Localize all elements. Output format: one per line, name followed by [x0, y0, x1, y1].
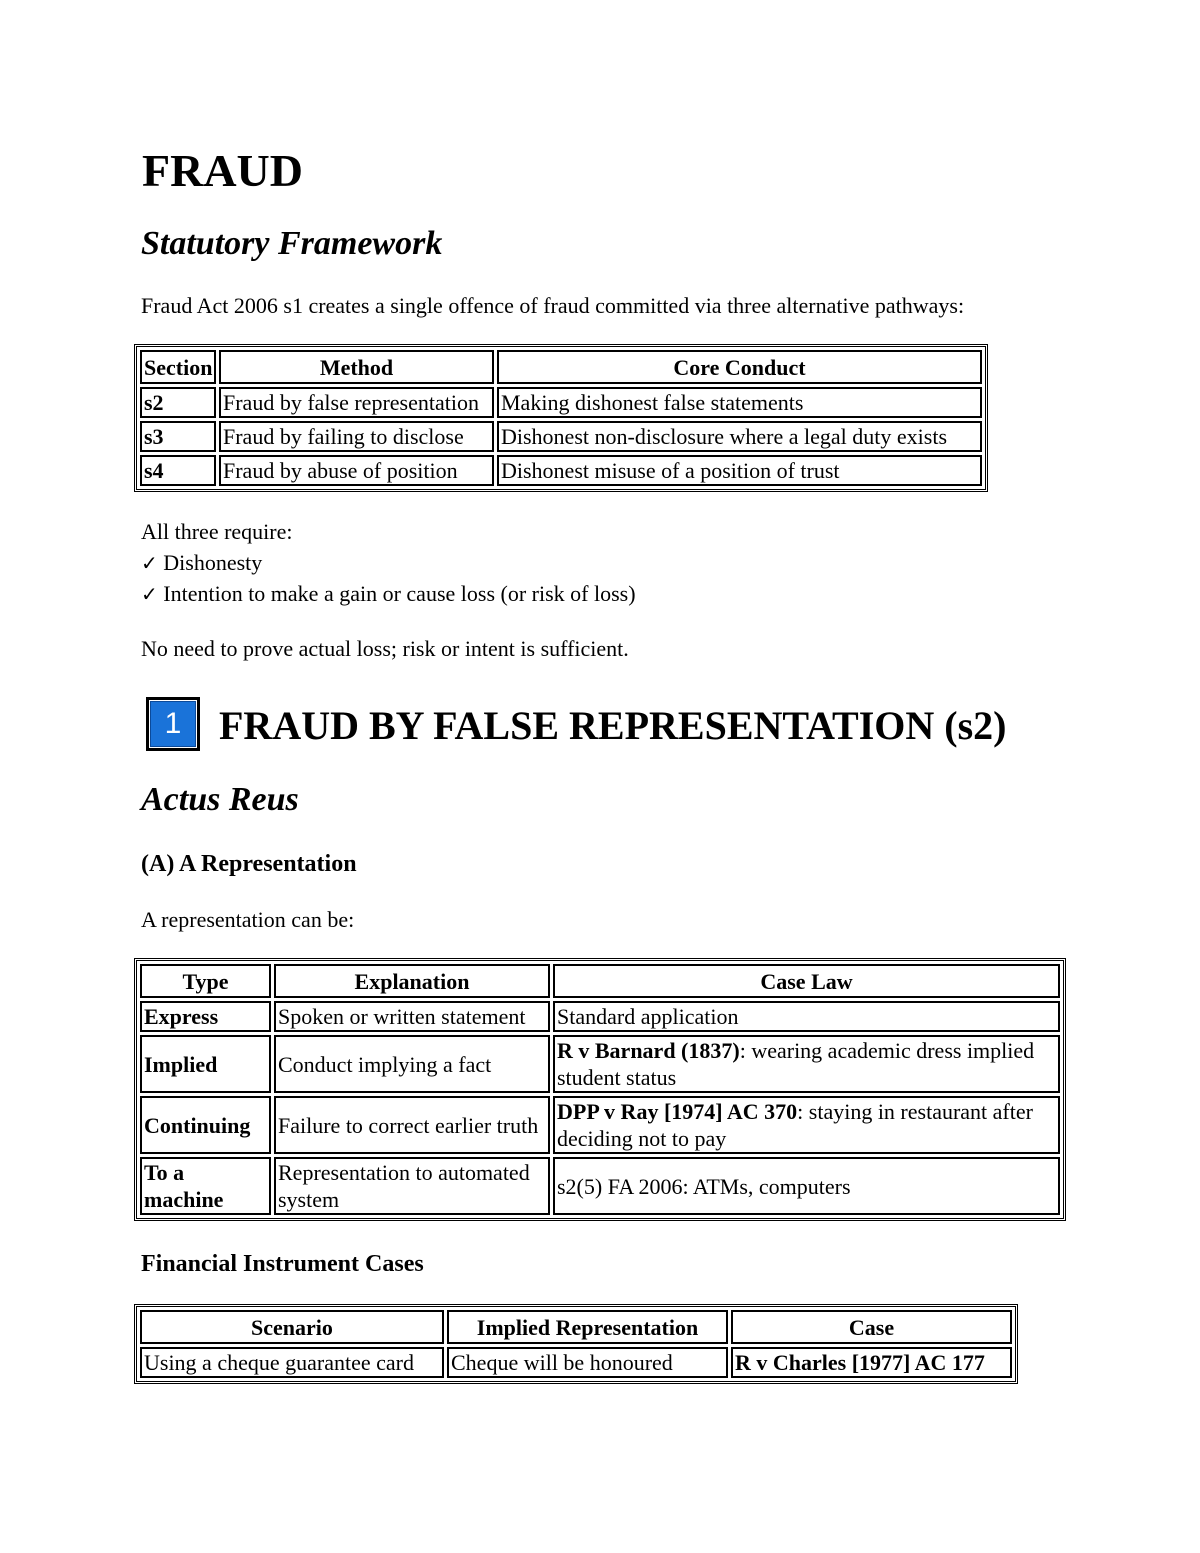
column-header: Implied Representation [447, 1310, 728, 1344]
explanation-cell: Spoken or written statement [274, 1001, 550, 1032]
sections-table [134, 344, 988, 492]
conduct-cell: Dishonest misuse of a position of trust [497, 455, 982, 486]
section-cell: s4 [140, 455, 216, 486]
table-row [140, 387, 982, 418]
requirement-text: Dishonesty [163, 550, 263, 575]
financial-instrument-table [134, 1304, 1018, 1384]
table-header-row [140, 1310, 1012, 1344]
requirement-item [141, 578, 636, 610]
case-note: : staying in restaurant after deciding not to pay [557, 1099, 1033, 1151]
method-cell: Fraud by failing to disclose [219, 421, 494, 452]
column-header: Scenario [140, 1310, 444, 1344]
column-header: Explanation [274, 964, 550, 998]
table-header-row [140, 964, 1060, 998]
table-row [140, 1096, 1060, 1154]
case-name: DPP v Ray [1974] AC 370 [557, 1099, 798, 1124]
document-title: FRAUD [142, 145, 303, 196]
scenario-cell: Using a cheque guarantee card [140, 1347, 444, 1378]
check-icon: ✓ [141, 582, 158, 606]
case-cell: R v Charles [1977] AC 177 [731, 1347, 1012, 1378]
number-one-icon [146, 697, 200, 751]
case-law-cell [553, 1157, 1060, 1215]
table-row [140, 455, 982, 486]
representation-table [134, 958, 1066, 1221]
conduct-cell: Dishonest non-disclosure where a legal duty exists [497, 421, 982, 452]
case-law-cell [553, 1001, 1060, 1032]
requirement-item [141, 547, 262, 579]
explanation-cell: Conduct implying a fact [274, 1035, 550, 1093]
type-cell: Express [140, 1001, 271, 1032]
financial-instrument-heading: Financial Instrument Cases [141, 1251, 424, 1277]
case-note: Standard application [557, 1004, 739, 1029]
representation-intro: A representation can be: [141, 907, 355, 932]
statutory-intro: Fraud Act 2006 s1 creates a single offence of fraud committed via three alternative pathways: [141, 293, 965, 318]
table-header-row [140, 350, 982, 384]
case-law-cell [553, 1096, 1060, 1154]
table-row [140, 1001, 1060, 1032]
requirement-text: Intention to make a gain or cause loss (or risk of loss) [163, 581, 636, 606]
type-cell: Continuing [140, 1096, 271, 1154]
method-cell: Fraud by false representation [219, 387, 494, 418]
case-note: s2(5) FA 2006: ATMs, computers [557, 1173, 851, 1199]
case-law-cell [553, 1035, 1060, 1093]
type-cell: Implied [140, 1035, 271, 1093]
check-icon: ✓ [141, 551, 158, 575]
table-row [140, 1347, 1012, 1378]
column-header: Type [140, 964, 271, 998]
method-cell: Fraud by abuse of position [219, 455, 494, 486]
require-label: All three require: [141, 519, 293, 544]
explanation-cell: Representation to automated system [274, 1157, 550, 1215]
section-title: FRAUD BY FALSE REPRESENTATION (s2) [219, 703, 1007, 748]
table-row [140, 1157, 1060, 1215]
case-note: : wearing academic dress implied student status [557, 1038, 1035, 1090]
explanation-cell: Failure to correct earlier truth [274, 1096, 550, 1154]
representation-subheading: (A) A Representation [141, 851, 357, 877]
statutory-note: No need to prove actual loss; risk or intent is sufficient. [141, 636, 629, 661]
conduct-cell: Making dishonest false statements [497, 387, 982, 418]
column-header: Core Conduct [497, 350, 982, 384]
section-cell: s2 [140, 387, 216, 418]
column-header: Case Law [553, 964, 1060, 998]
statutory-heading: Statutory Framework [141, 225, 443, 262]
column-header: Section [140, 350, 216, 384]
section-number: 1 [150, 701, 196, 747]
actus-reus-heading: Actus Reus [141, 781, 299, 818]
type-cell: To a machine [140, 1157, 271, 1215]
column-header: Method [219, 350, 494, 384]
implied-representation-cell: Cheque will be honoured [447, 1347, 728, 1378]
section-cell: s3 [140, 421, 216, 452]
table-row [140, 1035, 1060, 1093]
column-header: Case [731, 1310, 1012, 1344]
table-row [140, 421, 982, 452]
case-name: R v Barnard (1837) [557, 1038, 740, 1063]
